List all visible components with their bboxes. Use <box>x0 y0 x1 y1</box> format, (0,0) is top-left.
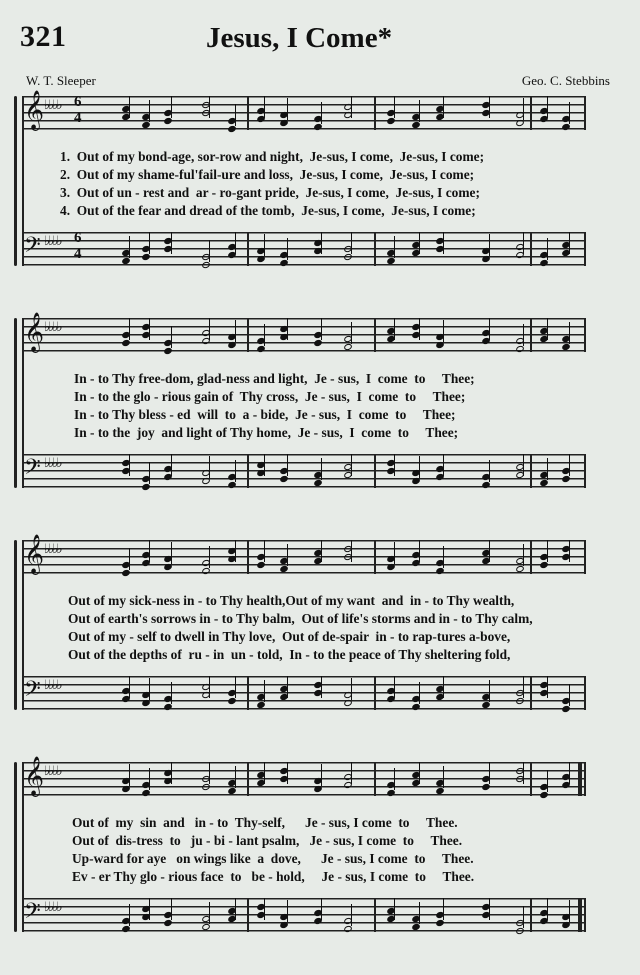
note-head <box>481 481 491 489</box>
note-head <box>227 341 237 349</box>
note-stem <box>523 906 524 928</box>
note-stem <box>523 544 524 566</box>
barline <box>374 454 376 488</box>
note-head <box>386 563 396 571</box>
note-stem <box>149 678 150 700</box>
note-stem <box>235 898 236 920</box>
note-stem <box>523 762 524 784</box>
note-stem <box>351 762 352 784</box>
note-head <box>163 703 173 711</box>
note-stem <box>129 318 130 340</box>
note-stem <box>264 762 265 784</box>
note-stem <box>419 762 420 784</box>
note-head <box>539 791 549 799</box>
note-stem <box>235 766 236 788</box>
note-stem <box>171 96 172 118</box>
note-stem <box>171 454 172 476</box>
note-stem <box>149 898 150 920</box>
note-stem <box>264 324 265 346</box>
composer-credit: Geo. C. Stebbins <box>521 73 610 88</box>
note-stem <box>235 460 236 482</box>
treble-staff <box>22 756 586 796</box>
note-head <box>201 923 211 931</box>
note-stem <box>419 540 420 562</box>
note-head <box>201 783 211 791</box>
note-stem <box>569 102 570 124</box>
note-stem <box>394 898 395 920</box>
note-head <box>256 345 266 353</box>
verse-line: Out of earth's sorrows in - to Thy balm, Out of life's storms and in - to Thy calm, <box>68 611 533 626</box>
note-head <box>313 785 323 793</box>
note-head <box>313 339 323 347</box>
note-stem <box>209 902 210 924</box>
note-head <box>141 789 151 797</box>
note-head <box>515 119 525 127</box>
note-stem <box>171 232 172 254</box>
note-head <box>227 697 237 705</box>
note-head <box>343 253 353 261</box>
barline <box>374 676 376 710</box>
barline <box>247 898 249 932</box>
verse-line: 3. Out of un - rest and ar - ro-gant pride, Je-sus, I come, Je-sus, I come; <box>60 185 480 200</box>
note-stem <box>419 682 420 704</box>
note-stem <box>489 762 490 784</box>
note-stem <box>547 318 548 340</box>
barline <box>584 96 586 130</box>
note-stem <box>351 454 352 476</box>
note-stem <box>419 456 420 478</box>
note-stem <box>129 96 130 118</box>
note-stem <box>287 238 288 260</box>
music-system-4 <box>0 756 640 962</box>
treble-clef-icon: 𝄞 <box>24 90 45 130</box>
note-stem <box>569 540 570 562</box>
note-stem <box>149 100 150 122</box>
note-head <box>411 121 421 129</box>
note-head <box>411 703 421 711</box>
verse-block <box>0 370 640 466</box>
note-stem <box>394 96 395 118</box>
key-signature-flats-icon: ♭♭♭♭ <box>44 234 61 249</box>
note-head <box>481 255 491 263</box>
note-stem <box>547 898 548 920</box>
notes-group <box>22 318 586 352</box>
note-head <box>515 345 525 353</box>
note-stem <box>489 318 490 340</box>
bass-clef-icon: 𝄢 <box>24 899 41 929</box>
key-signature-flats-icon: ♭♭♭♭ <box>44 98 61 113</box>
note-stem <box>419 902 420 924</box>
verse-line: Up-ward for aye on wings like a dove, Je - sus, I come to Thee. <box>72 851 474 866</box>
notes-group <box>22 676 586 710</box>
barline <box>374 232 376 266</box>
barline <box>374 762 376 796</box>
barline <box>584 454 586 488</box>
note-stem <box>321 676 322 698</box>
note-stem <box>209 456 210 478</box>
note-stem <box>264 898 265 920</box>
barline <box>247 454 249 488</box>
bass-clef-icon: 𝄢 <box>24 677 41 707</box>
key-signature-flats-icon: ♭♭♭♭ <box>44 456 61 471</box>
note-head <box>481 701 491 709</box>
note-head <box>279 565 289 573</box>
note-head <box>201 567 211 575</box>
note-head <box>201 261 211 269</box>
note-stem <box>523 676 524 698</box>
note-stem <box>523 232 524 254</box>
verse-block <box>0 814 640 910</box>
note-head <box>411 477 421 485</box>
note-stem <box>489 460 490 482</box>
note-head <box>343 699 353 707</box>
note-head <box>343 925 353 933</box>
note-stem <box>287 98 288 120</box>
verse-line: Out of my - self to dwell in Thy love, Out of de-spair in - to rap-tures a-bove, <box>68 629 511 644</box>
bass-staff <box>22 898 586 932</box>
notes-group <box>22 454 586 488</box>
note-stem <box>129 904 130 926</box>
note-head <box>141 483 151 491</box>
notes-group <box>22 898 586 932</box>
note-head <box>561 343 571 351</box>
verse-block <box>0 148 640 244</box>
note-head <box>141 699 151 707</box>
barline <box>247 96 249 130</box>
note-stem <box>419 232 420 254</box>
note-head <box>163 117 173 125</box>
note-stem <box>209 240 210 262</box>
time-signature: 6 4 <box>74 94 82 126</box>
key-signature-flats-icon: ♭♭♭♭ <box>44 900 61 915</box>
barline <box>530 232 532 266</box>
note-stem <box>547 676 548 698</box>
note-stem <box>209 96 210 118</box>
bass-staff <box>22 232 586 266</box>
note-head <box>163 563 173 571</box>
note-stem <box>287 676 288 698</box>
note-stem <box>209 318 210 340</box>
note-stem <box>129 236 130 258</box>
note-head <box>121 257 131 265</box>
note-stem <box>321 318 322 340</box>
note-stem <box>394 236 395 258</box>
note-stem <box>569 900 570 922</box>
note-stem <box>394 454 395 476</box>
barline <box>584 676 586 710</box>
note-head <box>343 343 353 351</box>
note-stem <box>321 102 322 124</box>
note-stem <box>547 238 548 260</box>
note-stem <box>569 322 570 344</box>
note-head <box>201 477 211 485</box>
note-head <box>163 919 173 927</box>
verse-line: In - to Thy free-dom, glad-ness and light, Je - sus, I come to Thee; <box>74 371 475 386</box>
note-stem <box>235 320 236 342</box>
note-head <box>163 347 173 355</box>
note-stem <box>443 676 444 698</box>
note-stem <box>523 454 524 476</box>
note-stem <box>547 458 548 480</box>
note-head <box>279 259 289 267</box>
note-stem <box>171 326 172 348</box>
note-head <box>386 789 396 797</box>
note-head <box>256 255 266 263</box>
note-head <box>435 787 445 795</box>
note-stem <box>489 234 490 256</box>
note-head <box>141 121 151 129</box>
barline <box>584 318 586 352</box>
barline <box>247 676 249 710</box>
note-stem <box>264 96 265 118</box>
note-head <box>411 923 421 931</box>
note-stem <box>264 540 265 562</box>
note-stem <box>149 232 150 254</box>
note-stem <box>523 324 524 346</box>
note-stem <box>264 680 265 702</box>
key-signature-flats-icon: ♭♭♭♭ <box>44 320 61 335</box>
note-stem <box>264 234 265 256</box>
treble-clef-icon: 𝄞 <box>24 756 45 796</box>
barline <box>374 318 376 352</box>
note-head <box>561 921 571 929</box>
verse-line: 1. Out of my bond-age, sor-row and night, Je-sus, I come, Je-sus, I come; <box>60 149 485 164</box>
barline <box>530 898 532 932</box>
note-stem <box>287 544 288 566</box>
note-stem <box>129 676 130 698</box>
note-head <box>121 339 131 347</box>
note-stem <box>394 542 395 564</box>
note-stem <box>443 546 444 568</box>
note-stem <box>149 540 150 562</box>
verse-line: Out of the depths of ru - in un - told, In - to the peace of Thy sheltering fold, <box>68 647 511 662</box>
note-stem <box>547 770 548 792</box>
barline <box>584 762 586 796</box>
note-stem <box>489 898 490 920</box>
note-head <box>515 697 525 705</box>
final-barline <box>578 898 582 932</box>
barline <box>584 898 586 932</box>
notes-group <box>22 232 586 266</box>
note-head <box>539 479 549 487</box>
note-head <box>227 125 237 133</box>
barline <box>530 454 532 488</box>
note-stem <box>569 454 570 476</box>
barline <box>374 96 376 130</box>
verse-block <box>0 592 640 688</box>
note-stem <box>287 454 288 476</box>
barline <box>530 96 532 130</box>
music-system-2 <box>0 312 640 508</box>
note-stem <box>394 768 395 790</box>
verse-line: Out of my sick-ness in - to Thy health,Out of my want and in - to Thy wealth, <box>68 593 515 608</box>
note-stem <box>351 322 352 344</box>
verse-line: Out of my sin and in - to Thy-self, Je - sus, I come to Thee. <box>72 815 458 830</box>
verse-line: In - to Thy bless - ed will to a - bide, Je - sus, I come to Thee; <box>74 407 456 422</box>
note-stem <box>419 100 420 122</box>
bass-clef-icon: 𝄢 <box>24 233 41 263</box>
author-credit: W. T. Sleeper <box>26 73 96 88</box>
note-head <box>515 927 525 935</box>
bass-staff <box>22 454 586 488</box>
note-stem <box>209 546 210 568</box>
note-stem <box>443 898 444 920</box>
note-head <box>561 705 571 713</box>
verse-line: In - to the glo - rious gain of Thy cross, Je - sus, I come to Thee; <box>74 389 466 404</box>
key-signature-flats-icon: ♭♭♭♭ <box>44 542 61 557</box>
note-stem <box>321 540 322 562</box>
note-stem <box>235 104 236 126</box>
notes-group <box>22 540 586 574</box>
note-stem <box>129 454 130 476</box>
barline <box>530 318 532 352</box>
note-stem <box>171 682 172 704</box>
bass-staff <box>22 676 586 710</box>
note-stem <box>443 454 444 476</box>
note-stem <box>149 768 150 790</box>
music-system-3 <box>0 534 640 730</box>
note-stem <box>394 318 395 340</box>
note-head <box>121 925 131 933</box>
verse-line: Out of dis-tress to ju - bi - lant psalm, Je - sus, I come to Thee. <box>72 833 463 848</box>
note-stem <box>235 540 236 562</box>
note-stem <box>351 540 352 562</box>
note-stem <box>351 678 352 700</box>
note-head <box>481 783 491 791</box>
bass-clef-icon: 𝄢 <box>24 455 41 485</box>
note-head <box>141 253 151 261</box>
note-stem <box>129 548 130 570</box>
hymn-title: Jesus, I Come* <box>206 22 393 54</box>
note-stem <box>489 680 490 702</box>
note-head <box>279 475 289 483</box>
note-stem <box>394 676 395 698</box>
barline <box>247 762 249 796</box>
note-stem <box>235 232 236 254</box>
note-stem <box>489 96 490 118</box>
music-system-1 <box>0 90 640 286</box>
note-stem <box>129 764 130 786</box>
note-head <box>121 785 131 793</box>
note-stem <box>569 684 570 706</box>
note-head <box>256 561 266 569</box>
note-stem <box>321 458 322 480</box>
note-stem <box>171 762 172 784</box>
note-stem <box>547 540 548 562</box>
barline <box>374 898 376 932</box>
note-stem <box>321 898 322 920</box>
note-head <box>539 561 549 569</box>
note-head <box>435 567 445 575</box>
barline <box>530 540 532 574</box>
verse-line: 4. Out of the fear and dread of the tomb, Je-sus, I come, Je-sus, I come; <box>60 203 476 218</box>
note-stem <box>287 762 288 784</box>
note-head <box>435 341 445 349</box>
note-stem <box>443 320 444 342</box>
note-stem <box>547 96 548 118</box>
note-stem <box>209 676 210 698</box>
note-stem <box>209 762 210 784</box>
note-stem <box>149 462 150 484</box>
note-stem <box>264 454 265 476</box>
treble-staff <box>22 90 586 130</box>
note-head <box>539 259 549 267</box>
treble-staff <box>22 312 586 352</box>
verse-line: 2. Out of my shame-ful'fail-ure and loss, Je-sus, I come, Je-sus, I come; <box>60 167 475 182</box>
notes-group <box>22 96 586 130</box>
note-head <box>561 123 571 131</box>
note-stem <box>419 318 420 340</box>
note-stem <box>569 762 570 784</box>
time-signature: 6 4 <box>74 230 82 262</box>
verse-line: Ev - er Thy glo - rious face to be - hold, Je - sus, I come to Thee. <box>72 869 475 884</box>
note-stem <box>351 96 352 118</box>
note-stem <box>321 232 322 254</box>
note-stem <box>351 904 352 926</box>
note-stem <box>489 540 490 562</box>
note-stem <box>443 96 444 118</box>
key-signature-flats-icon: ♭♭♭♭ <box>44 764 61 779</box>
note-head <box>435 919 445 927</box>
barline <box>374 540 376 574</box>
barline <box>247 232 249 266</box>
note-head <box>279 119 289 127</box>
note-head <box>256 701 266 709</box>
note-head <box>515 565 525 573</box>
verse-line: In - to the joy and light of Thy home, Je - sus, I come to Thee; <box>74 425 459 440</box>
note-stem <box>443 232 444 254</box>
key-signature-flats-icon: ♭♭♭♭ <box>44 678 61 693</box>
hymn-number: 321 <box>20 20 67 53</box>
note-stem <box>569 232 570 254</box>
treble-clef-icon: 𝄞 <box>24 312 45 352</box>
barline <box>530 762 532 796</box>
note-stem <box>235 676 236 698</box>
note-stem <box>351 232 352 254</box>
note-stem <box>523 98 524 120</box>
hymn-header <box>0 0 640 100</box>
note-stem <box>171 542 172 564</box>
note-head <box>279 921 289 929</box>
note-head <box>386 117 396 125</box>
barline <box>584 540 586 574</box>
note-head <box>227 481 237 489</box>
treble-staff <box>22 534 586 574</box>
barline <box>584 232 586 266</box>
note-head <box>313 479 323 487</box>
note-stem <box>321 764 322 786</box>
treble-clef-icon: 𝄞 <box>24 534 45 574</box>
barline <box>247 540 249 574</box>
note-head <box>561 475 571 483</box>
notes-group <box>22 762 586 796</box>
note-stem <box>149 318 150 340</box>
note-head <box>313 123 323 131</box>
note-stem <box>443 766 444 788</box>
barline <box>247 318 249 352</box>
note-stem <box>287 318 288 340</box>
note-head <box>121 569 131 577</box>
barline <box>530 676 532 710</box>
note-stem <box>171 898 172 920</box>
note-head <box>386 257 396 265</box>
note-head <box>227 787 237 795</box>
note-stem <box>287 900 288 922</box>
final-barline <box>578 762 582 796</box>
